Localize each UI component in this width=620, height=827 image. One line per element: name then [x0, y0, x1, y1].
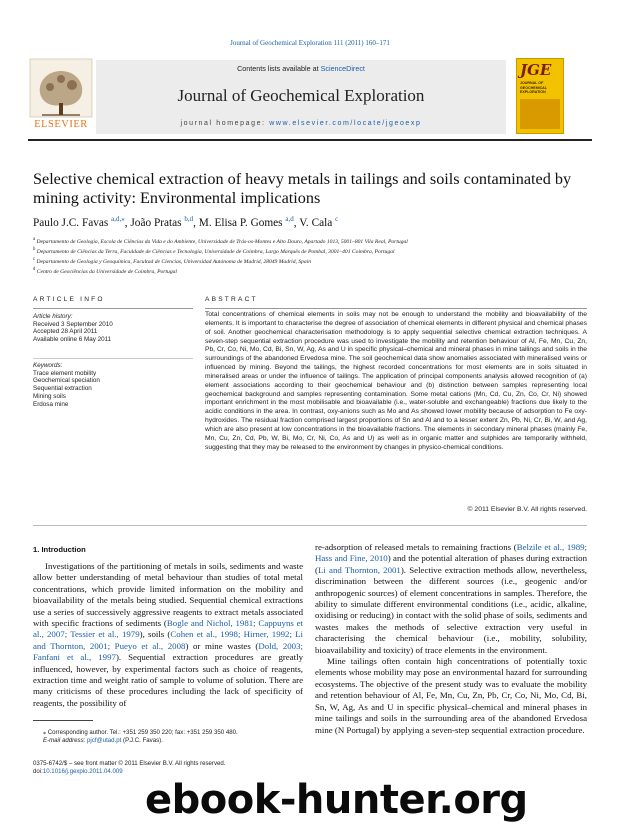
affiliation-sup: d	[33, 266, 36, 272]
cover-line1: JOURNAL OF	[520, 81, 544, 85]
cover-abbrev: JGE	[520, 61, 552, 79]
intro-left-column	[33, 561, 303, 709]
corresponding-footnote	[43, 729, 313, 745]
body-text: ), soils (	[139, 629, 171, 640]
front-matter-block	[33, 760, 303, 776]
cover-line2: GEOCHEMICAL	[520, 85, 547, 90]
cover-line3: EXPLORATION	[520, 90, 546, 95]
contents-line	[96, 64, 506, 73]
keywords-block	[33, 362, 193, 408]
body-text: ). Selective extraction methods allow, nevertheless, discrimination between the different sources (i.e., geogenic and/or anthropogenic sources) of element concentrations in samples. Therefore, the ability to simulate different environmental conditions (i.e., acidic, alkaline, oxidising or reducing) in contact with the solid phase of soils, sediments and wastes makes the methods of selective extraction very useful in characterising the chemical behaviour (i.e., mobility, solubility, bioavailability and toxicity) of trace elements in the environment.	[315, 564, 587, 655]
author-affil-sup[interactable]: c	[335, 215, 339, 223]
affiliation-sup: a	[33, 237, 36, 242]
journal-title: Journal of Geochemical Exploration	[177, 86, 425, 105]
author-sep: ,	[193, 216, 199, 229]
article-info-rule	[33, 308, 193, 309]
keywords-label: Keywords:	[33, 362, 63, 369]
keyword-item: Sequential extraction	[33, 385, 92, 393]
affiliation-item	[33, 246, 593, 256]
section-separator	[33, 525, 587, 526]
cover-image	[520, 99, 560, 129]
affiliation-text: Departamento de Geología y Geoquímica, Facultad de Ciencias, Universidad Autónoma de Madrid, 28049 Madrid, Spain	[36, 258, 312, 265]
footnote-email-line	[43, 737, 313, 745]
abstract-text: Total concentrations of chemical elements in soils may not be enough to understand the mobility and bioavailability of the elements. It is important to characterise the degree of association of chemical elements in different physical and chemical phases of soil. Another geochemical characterisation methodology is to apply sequential selective chemical extraction techniques. A seven-step sequential extraction procedure was used to investigate the mobility and retention behaviour of Al, Fe, Mn, Cu, Zn, Pb, Cr, Co, Ni, Mo, Cd, Bi, Sn, W, Ag, As and U in specific physical–chemical and mineral phases in mine tailings and soils in the surroundings of the abandoned Ervedosa mine. The soil geochemical data show anomalies associated with mineralised veins or influenced by mining. Beyond the tailings, the highest recorded concentrations for most elements are in soils situated in mineralised areas or under the influence of tailings. The application of principal components analysis allowed recognition of (a) element associations according to their geochemical behaviour and (b) distinction between samples representing local geochemical background and samples representing contamination. Some metal cations (Mn, Cd, Cu, Zn, Co, Cr, Ni) showed important enrichment in the most mobilisable and bioavailable (i.e., water-soluble and exchangeable) fractions due likely to the acidic conditions in the area. In contrast, oxy-anions such as Mo and As showed lower mobility because of adsorption to Fe oxy-hydroxides. The residual fraction comprised largest proportions of Sn and Al and to a lesser extent Zn, Pb, Ni, Cr, Bi, W, and Ag, which are also present at low concentrations in the bioavailable fractions. The elements in secondary mineral phases (mainly Fe, Mn, Cu, Zn, Cd, Pb, W, Bi, Mo, Cr, Ni, Co, As and U) as well as in organic matter and sulphides are temporarily withheld, suggesting that they may be released to the environment by changes in physico-chemical conditions.	[205, 311, 587, 451]
keyword-item: Erdosa mine	[33, 400, 69, 408]
email-suffix: (P.J.C. Favas).	[121, 737, 163, 744]
doi-line	[33, 768, 303, 776]
article-title: Selective chemical extraction of heavy metals in tailings and soils contaminated by mining activity: Environmental implications	[33, 170, 572, 207]
body-text: ) and the potential alteration of phases during extraction (	[315, 553, 588, 575]
intro-paragraph	[33, 561, 303, 709]
body-text: re-adsorption of released metals to remaining fractions (	[315, 542, 517, 552]
homepage-prefix: journal homepage:	[180, 120, 270, 127]
introduction-heading: 1. Introduction	[33, 545, 86, 554]
elsevier-logo	[28, 57, 94, 133]
watermark: ebook-hunter.org	[145, 777, 528, 823]
body-text: Investigations of the partitioning of metals in soils, sediments and waste allow better understanding of metal behaviour than studies of total metal concentrations, which provide limited information on the mobility and bioavailability of the metals being studied. Sequential chemical extractions use a series of successively aggressive reagents to extract metals associated with specific fractions of sediments (	[33, 561, 303, 629]
body-text: ) or mine wastes (	[185, 640, 259, 651]
cover-title	[520, 81, 562, 95]
author-sep: ,	[124, 216, 131, 229]
journal-homepage	[96, 120, 506, 127]
history-accepted: Accepted 28 April 2011	[33, 328, 98, 336]
email-link[interactable]: pjcf@utad.pt	[87, 737, 122, 744]
affiliation-sup: c	[33, 256, 36, 262]
contents-prefix: Contents lists available at	[237, 64, 321, 73]
citation-link[interactable]: Belzile et al., 1989; Hass and Fine, 2010	[315, 542, 587, 564]
article-info-heading: ARTICLE INFO	[33, 296, 105, 303]
footnote-mark: ⁎	[43, 729, 47, 736]
author-name[interactable]: Paulo J.C. Favas	[33, 216, 112, 229]
history-label: Article history:	[33, 313, 73, 320]
citation-link[interactable]: Bogle and Nichol, 1981; Cappuyns et al., 2007; Tessier et al., 1979	[33, 618, 303, 640]
affiliation-text: Departamento de Ciências da Terra, Faculdade de Ciências e Tecnologia, Universidade de Coimbra, Largo Marquês de Pombal, 3001–401 Coimbra, Portugal	[36, 248, 395, 255]
doi-label: doi:	[33, 768, 43, 775]
publisher-name: ELSEVIER	[34, 119, 88, 130]
intro-paragraph	[315, 542, 587, 656]
sciencedirect-link[interactable]: ScienceDirect	[320, 64, 365, 73]
affiliation-text: Departamento de Geologia, Escola de Ciências da Vida e do Ambiente, Universidade de Trás-os-Montes e Alto Douro, Apartado 1013, 5001–801 Vila Real, Portugal	[36, 238, 408, 245]
abstract-rule	[205, 308, 587, 309]
author-affil-sup[interactable]: a,d,	[111, 215, 122, 223]
footnote-line	[43, 729, 313, 737]
keywords-rule	[33, 358, 193, 359]
body-text: ). Sequential extraction procedures are greatly influenced, however, by experimental factors such as choice of reagents, extraction time and weight ratio of sample to volume of solution. There are many criticisms of these procedures including the lack of specificity of reagents, the possibility of	[33, 652, 303, 708]
journal-reference[interactable]: Journal of Geochemical Exploration 111 (2011) 160–171	[230, 39, 390, 47]
affiliations	[33, 236, 593, 276]
footnote-contact: Corresponding author. Tel.: +351 259 350 220; fax: +351 259 350 480.	[46, 729, 238, 736]
author-name[interactable]: M. Elisa P. Gomes	[198, 216, 286, 229]
author-name[interactable]: João Pratas	[130, 216, 185, 229]
intro-right-column	[315, 542, 587, 736]
journal-cover	[516, 58, 564, 134]
citation-link[interactable]: Li and Thornton, 2001	[317, 564, 401, 575]
article-history	[33, 313, 193, 344]
author-affil-sup[interactable]: b,d	[184, 215, 194, 223]
footnote-rule	[33, 720, 93, 721]
email-label: E-mail address:	[43, 737, 88, 744]
doi-link[interactable]: 10.1016/j.gexplo.2011.04.009	[42, 768, 123, 775]
issn-line: 0375-6742/$ – see front matter © 2011 Elsevier B.V. All rights reserved.	[33, 760, 226, 767]
keyword-item: Mining soils	[33, 392, 66, 400]
intro-paragraph: Mine tailings often contain high concentrations of potentially toxic elements whose mobility may pose an environmental hazard for surrounding ecosystems. The objective of the present study was to evaluate the mobility and retention behaviour of Al, Fe, Mn, Cu, Zn, Pb, Cr, Co, Ni, Mo, Cd, Bi, Sn, W, Ag, As and U in specific physical–chemical and mineral phases in mine tailings and soils in the surrounding area of the abandoned Ervedosa mine (N Portugal) by applying a seven-step sequential extraction procedure.	[315, 656, 587, 735]
history-received: Received 3 September 2010	[33, 320, 113, 328]
author-list	[33, 215, 593, 229]
author-name[interactable]: V. Cala	[299, 216, 336, 229]
affiliation-item	[33, 266, 593, 276]
affiliation-sup: b	[33, 246, 36, 252]
history-online: Available online 6 May 2011	[33, 336, 112, 344]
affiliation-text: Centro de Geociências da Universidade de Coimbra, Portugal	[36, 268, 177, 275]
author-sep: ,	[293, 216, 300, 229]
keyword-item: Trace element mobility	[33, 369, 97, 377]
abstract-heading: ABSTRACT	[205, 296, 258, 303]
citation-link[interactable]: Cohen et al., 1998; Hirner, 1992; Li and Thornton, 2001; Pueyo et al., 2008	[33, 629, 304, 651]
affiliation-item	[33, 236, 593, 246]
author-affil-sup[interactable]: a,d	[285, 215, 294, 223]
citation-link[interactable]: Dold, 2003; Fanfani et al., 1997	[33, 640, 303, 663]
header-rule	[28, 139, 592, 141]
affiliation-item	[33, 256, 593, 266]
corresponding-mark[interactable]: ⁎	[121, 215, 125, 223]
homepage-url[interactable]: www.elsevier.com/locate/jgeoexp	[269, 120, 422, 127]
keyword-item: Geochemical speciation	[33, 377, 100, 385]
abstract-copyright: © 2011 Elsevier B.V. All rights reserved.	[467, 506, 587, 513]
